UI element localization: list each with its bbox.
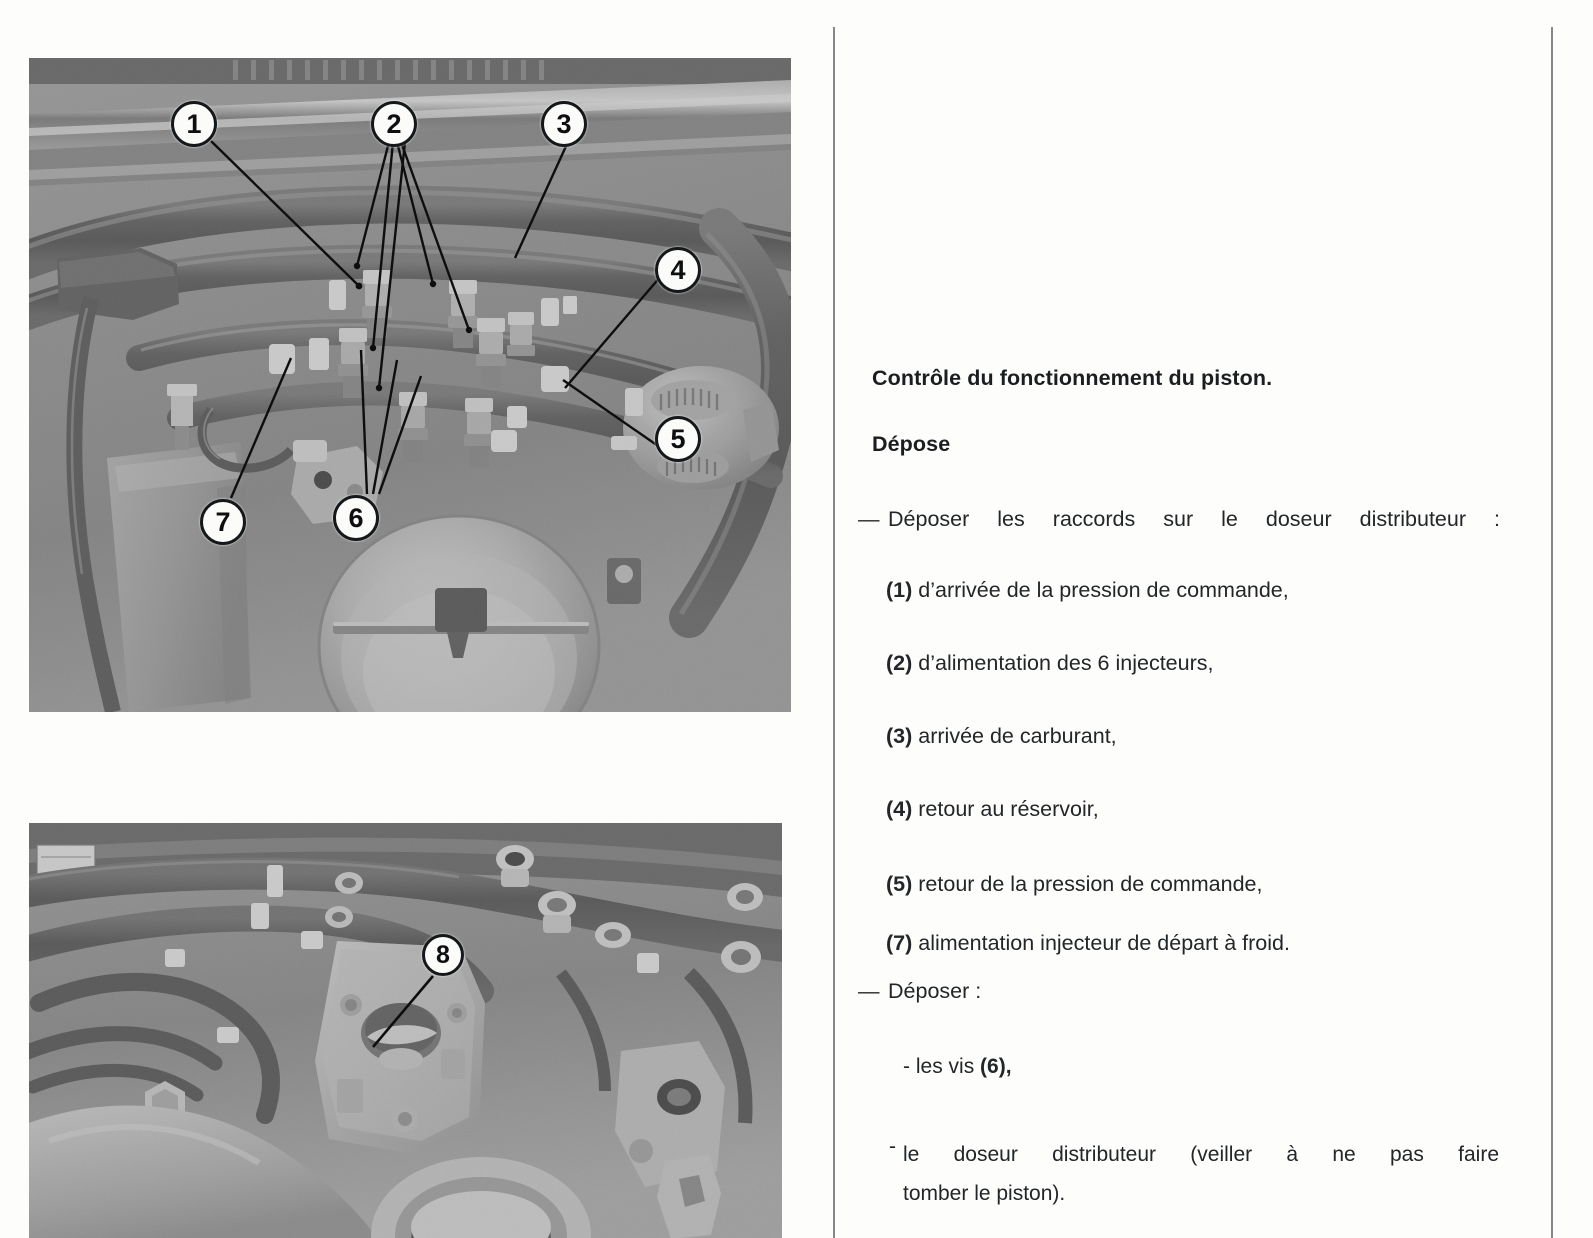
step-deposer-raccords	[858, 507, 1500, 532]
connection-item-3	[886, 724, 1117, 749]
connection-text-5: retour de la pression de commande,	[918, 872, 1263, 896]
photo-bottom-graphic	[29, 823, 782, 1238]
step-marker-dash-2: —	[858, 979, 880, 1003]
connection-text-7: alimentation injecteur de départ à froid.	[918, 931, 1290, 955]
callout-marker-6[interactable]: 6	[333, 495, 379, 541]
sub-marker-2: -	[889, 1135, 896, 1158]
sub-text-distributor-line2: tomber le piston).	[903, 1182, 1066, 1205]
callout-marker-1[interactable]: 1	[171, 101, 217, 147]
callout-marker-8[interactable]: 8	[422, 934, 464, 976]
connection-number-5: (5)	[886, 872, 913, 896]
photo-top-graphic	[29, 58, 791, 712]
callout-marker-3[interactable]: 3	[541, 101, 587, 147]
connection-text-2: d’alimentation des 6 injecteurs,	[918, 651, 1214, 675]
connection-number-2: (2)	[886, 651, 913, 675]
callout-marker-4[interactable]: 4	[655, 247, 701, 293]
callout-marker-7[interactable]: 7	[200, 499, 246, 545]
step-text: Déposer les raccords sur le doseur distributeur :	[888, 507, 1500, 531]
sub-item-distributor	[889, 1135, 1499, 1213]
connection-item-4	[886, 797, 1099, 822]
figure-distributor-closeup-photo	[29, 823, 782, 1238]
sub-text-distributor-line1: le doseur distributeur (veiller à ne pas faire	[903, 1143, 1499, 1166]
instruction-text-column	[858, 0, 1538, 1238]
section-heading-depose: Dépose	[872, 432, 951, 456]
callout-marker-5[interactable]: 5	[655, 416, 701, 462]
connection-item-1	[886, 578, 1289, 603]
connection-number-7: (7)	[886, 931, 913, 955]
column-divider-right	[1551, 27, 1553, 1238]
sub-text-screws: les vis	[915, 1055, 981, 1078]
connection-item-7	[886, 931, 1290, 956]
connection-number-1: (1)	[886, 578, 913, 602]
step-deposer	[858, 979, 981, 1004]
sub-item-screws	[903, 1055, 1012, 1079]
sub-marker-1: -	[903, 1055, 910, 1078]
step-text-2: Déposer :	[888, 979, 982, 1003]
connection-item-5	[886, 872, 1262, 897]
callout-marker-2[interactable]: 2	[371, 101, 417, 147]
connection-number-3: (3)	[886, 724, 913, 748]
sub-bold-screws: (6),	[980, 1055, 1012, 1078]
connection-number-4: (4)	[886, 797, 913, 821]
connection-item-2	[886, 651, 1213, 676]
column-divider-left	[833, 27, 835, 1238]
page-title: Contrôle du fonctionnement du piston.	[872, 366, 1273, 390]
connection-text-1: d’arrivée de la pression de commande,	[918, 578, 1289, 602]
connection-text-4: retour au réservoir,	[918, 797, 1099, 821]
figure-engine-bay-photo	[29, 58, 791, 712]
connection-text-3: arrivée de carburant,	[918, 724, 1117, 748]
step-marker-dash: —	[858, 507, 880, 531]
